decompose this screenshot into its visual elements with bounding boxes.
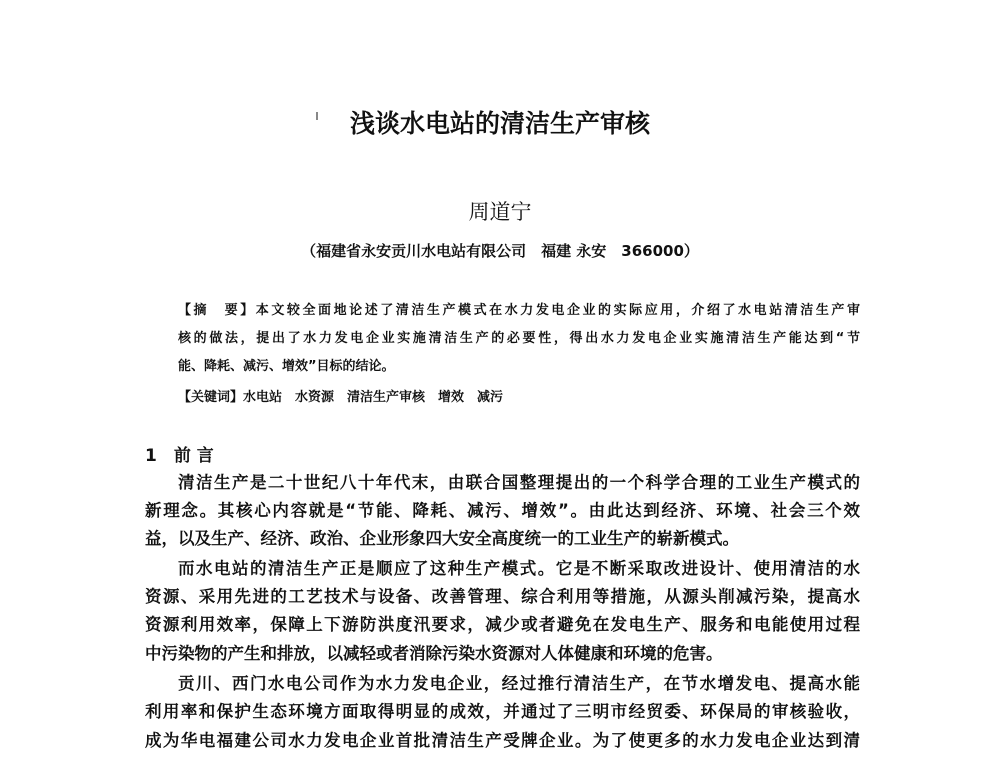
body-line: 而水电站的清洁生产正是顺应了这种生产模式。它是不断采取改进设计、使用清洁的水: [178, 559, 860, 578]
section-heading: 1 前 言: [145, 446, 214, 466]
paper-title: 浅谈水电站的清洁生产审核: [349, 109, 650, 138]
body-line: 资源、采用先进的工艺技术与设备、改善管理、综合利用等措施，从源头削减污染，提高水: [145, 587, 860, 606]
body-line: 成为华电福建公司水力发电企业首批清洁生产受牌企业。为了使更多的水力发电企业达到清: [145, 731, 860, 750]
body-line: 贡川、西门水电公司作为水力发电企业，经过推行清洁生产，在节水增发电、提高水能: [178, 674, 860, 693]
body-line: 新理念。其核心内容就是“节能、降耗、减污、增效”。由此达到经济、环境、社会三个效: [145, 501, 860, 520]
affiliation: （福建省永安贡川水电站有限公司 福建 永安 366000）: [301, 242, 699, 260]
abstract-line: 核的做法，提出了水力发电企业实施清洁生产的必要性，得出水力发电企业实施清洁生产能达到“节: [178, 331, 860, 346]
body-line: 利用率和保护生态环境方面取得明显的成效，并通过了三明市经贸委、环保局的审核验收，: [145, 702, 860, 721]
body-line: 中污染物的产生和排放，以减轻或者消除污染水资源对人体健康和环境的危害。: [145, 644, 723, 663]
body-line: 清洁生产是二十世纪八十年代末，由联合国整理提出的一个科学合理的工业生产模式的: [178, 473, 860, 492]
body-line: 益，以及生产、经济、政治、企业形象四大安全高度统一的工业生产的崭新模式。: [145, 529, 739, 548]
body-line: 资源利用效率，保障上下游防洪度汛要求，减少或者避免在发电生产、服务和电能使用过程: [145, 615, 860, 634]
author: 周道宁: [468, 200, 532, 224]
abstract-line: 【摘 要】本文较全面地论述了清洁生产模式在水力发电企业的实际应用，介绍了水电站清洁生产审: [178, 303, 860, 318]
keywords: 【关键词】水电站 水资源 清洁生产审核 增效 减污: [178, 390, 504, 405]
abstract-line: 能、降耗、减污、增效”目标的结论。: [178, 359, 395, 374]
